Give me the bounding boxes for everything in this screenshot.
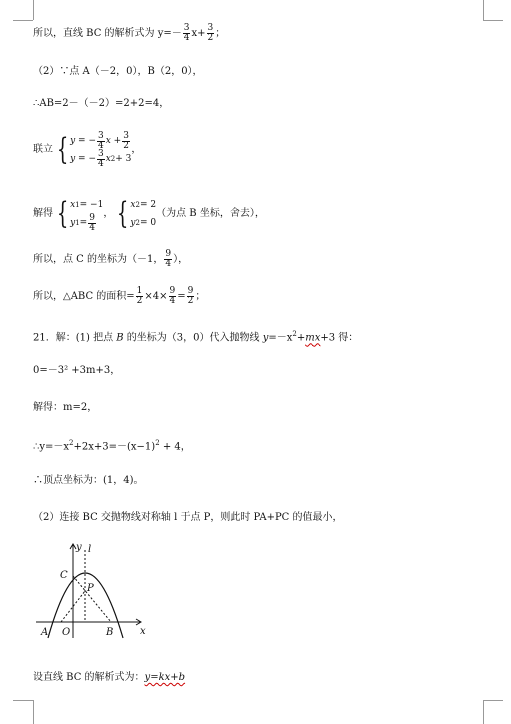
line-points-ab: （2）∵点 A（－2，0），B（2，0）， [33, 66, 203, 77]
label-l: l [88, 544, 92, 555]
text: 所以，点 C 的坐标为（－1， [33, 254, 164, 265]
label-y: y [76, 542, 82, 553]
line-point-c [33, 250, 188, 269]
text: = [177, 291, 186, 302]
line-q2: （2）连接 BC 交抛物线对称轴 l 于点 P，则此时 PA+PC 的值最小， [33, 512, 343, 523]
line-vertex: ∴顶点坐标为：(1，4)。 [33, 475, 144, 486]
crop-mark-tl-h [13, 20, 33, 21]
text: 所以，△ABC 的面积= [33, 291, 135, 302]
label-c: C [60, 570, 68, 581]
label-p: P [87, 583, 94, 594]
text: ， [103, 208, 114, 219]
crop-mark-br-h [483, 700, 503, 701]
text: ×4× [144, 291, 168, 302]
crop-mark-tr-h [483, 20, 503, 21]
line-area [33, 287, 205, 306]
solution-1: x 1 = −1 y 1 = $\frac{9}{4}$ [70, 200, 104, 233]
line-substitution: 0=－3² +3m+3， [33, 365, 121, 376]
crop-mark-tr-v [483, 0, 484, 20]
text: ）， [173, 254, 189, 265]
text: （为点 B 坐标，舍去）， [156, 208, 265, 219]
parabola-figure [36, 540, 152, 640]
label-x: x [140, 626, 146, 637]
text: ； [215, 28, 226, 39]
fraction: $\frac{3}{2}$ [207, 23, 214, 43]
fraction: $\frac{1}{2}$ [136, 286, 143, 306]
text: ， [131, 144, 142, 155]
fraction: $\frac{3}{4}$ [183, 23, 190, 43]
text: 解得 [33, 208, 53, 219]
brace-icon: { [56, 132, 69, 167]
solution-2: x 2 = 2 y 2 = 0 [130, 200, 157, 228]
crop-mark-bl-v [33, 700, 34, 724]
brace-icon: { [56, 196, 69, 231]
line-bc-equation [33, 24, 225, 43]
text: 联立 [33, 144, 53, 155]
text: 所以，直线 BC 的解析式为 y=－ [33, 28, 182, 39]
fraction: $\frac{9}{4}$ [165, 249, 172, 269]
text: x+ [191, 28, 206, 39]
text: ； [195, 291, 206, 302]
line-solutions [33, 196, 265, 232]
label-b: B [106, 627, 114, 638]
line-solve-m: 解得：m=2， [33, 402, 98, 413]
equation-system: y = − $\frac{3}{4}$ x + $\frac{3}{2}$ y = − $\frac{3}{4}$ x 2 + 3 [70, 130, 132, 169]
label-a: A [41, 627, 49, 638]
crop-mark-tl-v [33, 0, 34, 20]
fraction: $\frac{9}{2}$ [187, 286, 194, 306]
line-ab-length: ∴AB=2－（－2）=2+2=4， [33, 98, 170, 109]
crop-mark-br-v [483, 700, 484, 724]
line-system [33, 132, 141, 168]
line-vertex-form: $\therefore y=-x^2+2x+3=-(x-1)^2 + 4$， [33, 439, 191, 453]
brace-icon: { [117, 196, 129, 231]
crop-mark-bl-h [13, 700, 33, 701]
label-o: O [62, 627, 71, 638]
fraction: $\frac{9}{4}$ [169, 286, 176, 306]
line-q21: 21．解：(1) 把点 B 的坐标为（3，0）代入抛物线 $y=-x^2+mx+3$ 得： [33, 330, 359, 344]
line-bc-setup: 设直线 BC 的解析式为：y=kx+b [33, 672, 186, 683]
